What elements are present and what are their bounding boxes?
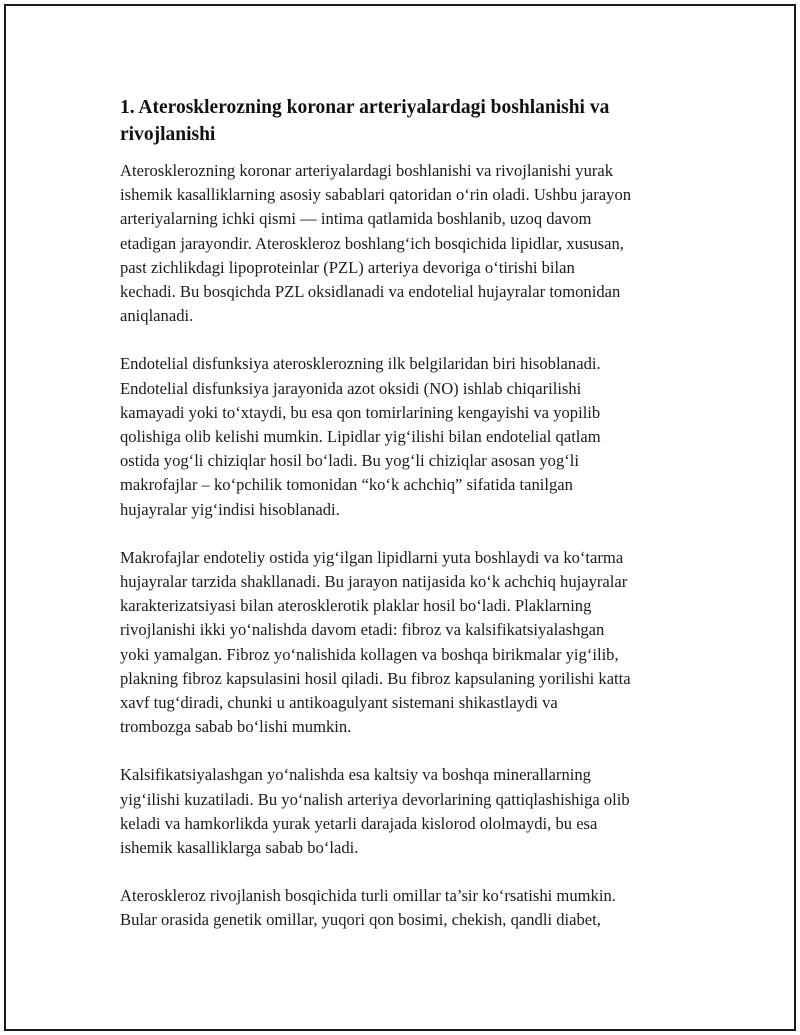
text-line: Bular orasida genetik omillar, yuqori qon bosimi, chekish, qandli diabet, (120, 910, 601, 930)
text-line: Makrofajlar endoteliy ostida yig‘ilgan lipidlarni yuta boshlaydi va ko‘tarma (120, 547, 624, 567)
text-line: qolishiga olib kelishi mumkin. Lipidlar yig‘ilishi bilan endotelial qatlam (120, 427, 601, 447)
text-line: arteriyalarning ichki qismi — intima qatlamida boshlanib, uzoq davom (120, 209, 592, 229)
text-line: hujayralar tarzida shakllanadi. Bu jarayon natijasida ko‘k achchiq hujayralar (120, 572, 628, 592)
text-line: makrofajlar – ko‘pchilik tomonidan “ko‘k achchiq” sifatida tanilgan (120, 475, 573, 495)
text-line: plakning fibroz kapsulasini hosil qiladi. Bu fibroz kapsulaning yorilishi katta (120, 668, 631, 688)
heading-line: rivojlanishi (120, 124, 216, 145)
text-line: aniqlanadi. (120, 306, 194, 326)
document-page (4, 4, 796, 1031)
text-line: Endotelial disfunksiya jarayonida azot oksidi (NO) ishlab chiqarilishi (120, 378, 582, 398)
paragraph (120, 546, 680, 740)
paragraph (120, 159, 680, 328)
text-line: yig‘ilishi kuzatiladi. Bu yo‘nalish arteriya devorlarining qattiqlashishiga olib (120, 789, 630, 809)
text-line: Kalsifikatsiyalashgan yo‘nalishda esa kaltsiy va boshqa minerallarning (120, 765, 591, 785)
paragraph (120, 884, 680, 932)
heading-line: 1. Aterosklerozning koronar arteriyalardagi boshlanishi va (120, 97, 610, 118)
text-line: kechadi. Bu bosqichda PZL oksidlanadi va endotelial hujayralar tomonidan (120, 282, 621, 302)
section-heading (120, 94, 680, 148)
document-body (120, 94, 680, 957)
text-line: Ateroskleroz rivojlanish bosqichida turli omillar ta’sir ko‘rsatishi mumkin. (120, 886, 616, 906)
text-line: Aterosklerozning koronar arteriyalardagi boshlanishi va rivojlanishi yurak (120, 161, 614, 180)
text-line: hujayralar yig‘indisi hisoblanadi. (120, 499, 340, 519)
paragraph (120, 352, 680, 521)
text-line: keladi va hamkorlikda yurak yetarli darajada kislorod ololmaydi, bu esa (120, 813, 598, 833)
text-line: kamayadi yoki to‘xtaydi, bu esa qon tomirlarining kengayishi va yopilib (120, 402, 601, 422)
text-line: ishemik kasalliklarga sabab bo‘ladi. (120, 838, 359, 858)
text-line: yoki yamalgan. Fibroz yo‘nalishida kollagen va boshqa birikmalar yig‘ilib, (120, 644, 619, 664)
paragraph (120, 763, 680, 860)
text-line: ishemik kasalliklarning asosiy sabablari qatoridan o‘rin oladi. Ushbu jarayon (120, 185, 632, 205)
text-line: ostida yog‘li chiziqlar hosil bo‘ladi. Bu yog‘li chiziqlar asosan yog‘li (120, 451, 580, 471)
text-line: Endotelial disfunksiya aterosklerozning ilk belgilaridan biri hisoblanadi. (120, 354, 601, 374)
text-line: past zichlikdagi lipoproteinlar (PZL) arteriya devoriga o‘tirishi bilan (120, 257, 575, 277)
text-line: etadigan jarayondir. Ateroskleroz boshlang‘ich bosqichida lipidlar, xususan, (120, 233, 624, 253)
text-line: karakterizatsiyasi bilan aterosklerotik plaklar hosil bo‘ladi. Plaklarning (120, 596, 592, 616)
text-line: rivojlanishi ikki yo‘nalishda davom etadi: fibroz va kalsifikatsiyalashgan (120, 620, 605, 640)
text-line: xavf tug‘diradi, chunki u antikoagulyant sistemani shikastlaydi va (120, 693, 558, 713)
text-line: trombozga sabab bo‘lishi mumkin. (120, 717, 352, 737)
